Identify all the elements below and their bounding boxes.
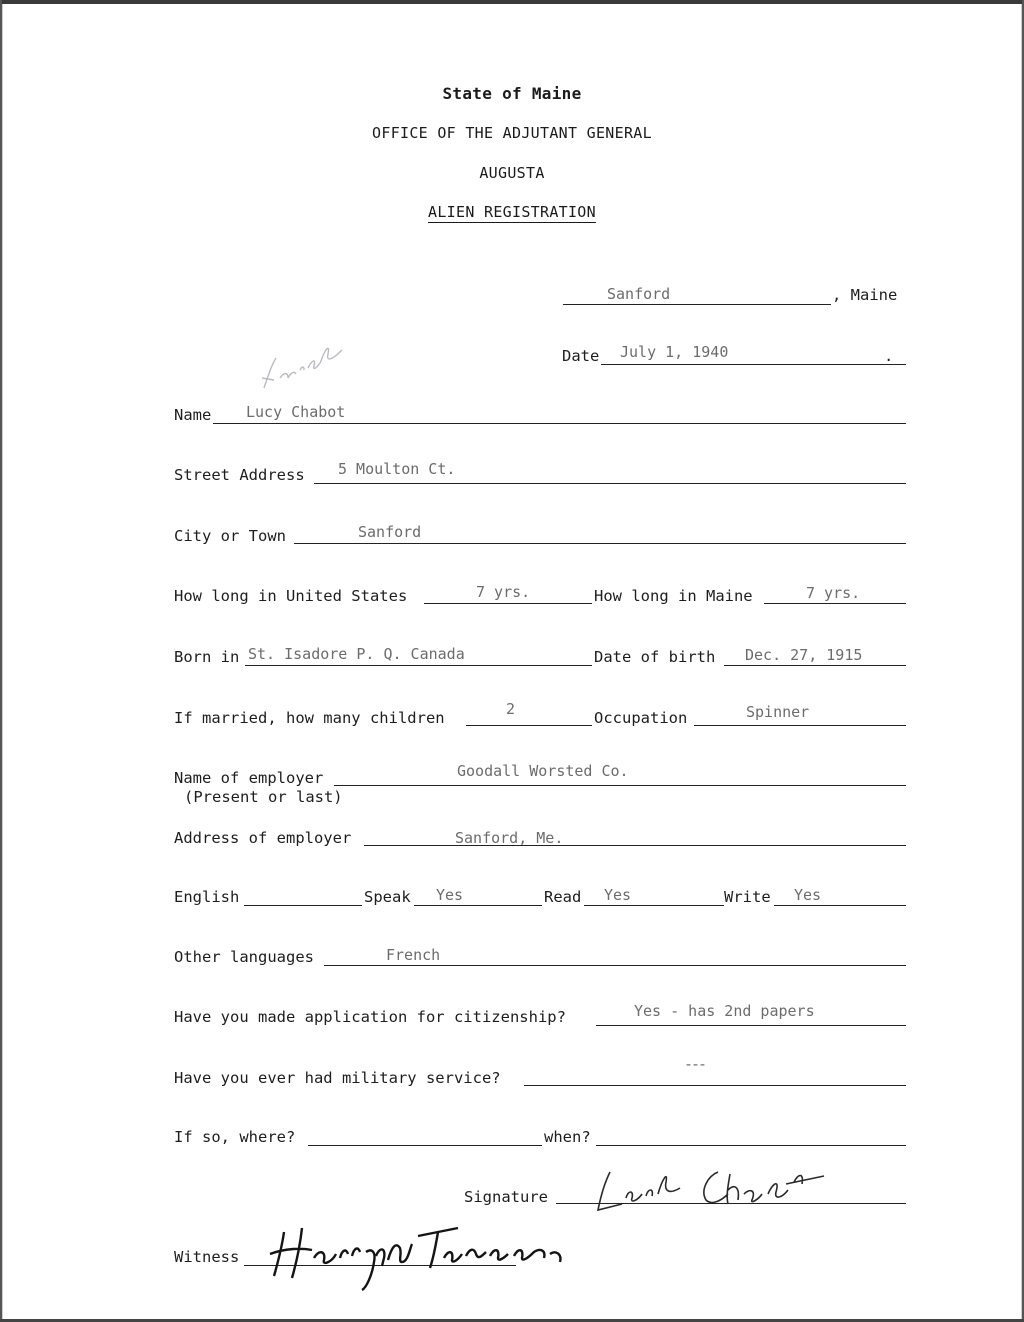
read-line: [584, 905, 724, 906]
employer-address-value: Sanford, Me.: [455, 829, 564, 847]
read-label: Read: [544, 888, 582, 906]
occupation-line: [694, 725, 906, 726]
witness-signature: [262, 1218, 582, 1293]
citizenship-value: Yes - has 2nd papers: [634, 1002, 815, 1020]
born-in-value: St. Isadore P. Q. Canada: [248, 645, 465, 663]
other-languages-value: French: [386, 946, 441, 964]
date-of-birth-line: [724, 665, 906, 666]
children-value: 2: [506, 700, 516, 718]
scan-edge-top: [0, 0, 1024, 4]
english-label: English: [174, 888, 240, 906]
state-suffix: , Maine: [832, 286, 898, 304]
how-long-us-label: How long in United States: [174, 587, 408, 605]
how-long-maine-label: How long in Maine: [594, 587, 753, 605]
occupation-value: Spinner: [746, 703, 810, 721]
military-value: ---: [684, 1055, 706, 1073]
page-border: [2, 2, 1022, 1320]
street-address-label: Street Address: [174, 466, 305, 484]
applicant-signature: [590, 1160, 830, 1220]
street-address-value: 5 Moulton Ct.: [338, 460, 456, 478]
date-of-birth-value: Dec. 27, 1915: [745, 646, 863, 664]
name-label: Name: [174, 406, 212, 424]
employer-address-line: [364, 845, 906, 846]
employer-label: Name of employer: [174, 769, 324, 787]
date-of-birth-label: Date of birth: [594, 648, 716, 666]
state-heading: State of Maine: [442, 84, 582, 103]
speak-value: Yes: [436, 886, 464, 904]
english-line: [244, 905, 362, 906]
applicant-signature-text: Lucile Chabot: [600, 1190, 608, 1191]
street-address-line: [314, 483, 906, 484]
form-title-text: ALIEN REGISTRATION: [428, 203, 596, 221]
town-value: Sanford: [607, 285, 671, 303]
city-label: City or Town: [174, 527, 286, 545]
write-line: [774, 905, 906, 906]
pencil-annotation-text: Lucile: [270, 380, 274, 381]
where-line: [308, 1145, 542, 1146]
write-value: Yes: [794, 886, 822, 904]
signature-label: Signature: [464, 1188, 548, 1206]
when-label: when?: [544, 1128, 591, 1146]
speak-line: [414, 905, 542, 906]
born-in-line: [245, 665, 592, 666]
witness-label: Witness: [174, 1248, 240, 1266]
form-title: [0, 203, 1024, 221]
pencil-annotation: [250, 330, 360, 400]
born-in-label: Born in: [174, 648, 240, 666]
scan-edge-left: [0, 0, 2, 1322]
military-label: Have you ever had military service?: [174, 1069, 501, 1087]
citizenship-label: Have you made application for citizenship?: [174, 1008, 566, 1026]
employer-address-label: Address of employer: [174, 829, 352, 847]
witness-signature-text: Harry M Turner: [282, 1258, 291, 1259]
occupation-label: Occupation: [594, 709, 688, 727]
how-long-maine-line: [764, 603, 906, 604]
where-label: If so, where?: [174, 1128, 296, 1146]
read-value: Yes: [604, 886, 632, 904]
children-line: [466, 725, 592, 726]
other-languages-label: Other languages: [174, 948, 314, 966]
speak-label: Speak: [364, 888, 411, 906]
employer-line: [334, 785, 906, 786]
children-label: If married, how many children: [174, 709, 445, 727]
city-value: Sanford: [358, 523, 422, 541]
how-long-us-value: 7 yrs.: [476, 583, 531, 601]
date-value: July 1, 1940: [620, 343, 729, 361]
other-languages-line: [324, 965, 906, 966]
when-line: [596, 1145, 906, 1146]
date-end-mark: .: [884, 347, 894, 365]
military-line: [524, 1085, 906, 1086]
how-long-us-line: [424, 603, 592, 604]
employer-sublabel: (Present or last): [184, 788, 343, 806]
city-heading: AUGUSTA: [479, 164, 545, 182]
name-value: Lucy Chabot: [246, 403, 346, 421]
how-long-maine-value: 7 yrs.: [806, 584, 861, 602]
town-line: [563, 304, 831, 305]
citizenship-line: [596, 1025, 906, 1026]
office-heading: OFFICE OF THE ADJUTANT GENERAL: [372, 124, 652, 142]
employer-value: Goodall Worsted Co.: [457, 762, 629, 780]
name-line: [213, 423, 906, 424]
write-label: Write: [724, 888, 771, 906]
date-label: Date: [562, 347, 600, 365]
city-line: [294, 543, 906, 544]
date-line: [601, 364, 906, 365]
